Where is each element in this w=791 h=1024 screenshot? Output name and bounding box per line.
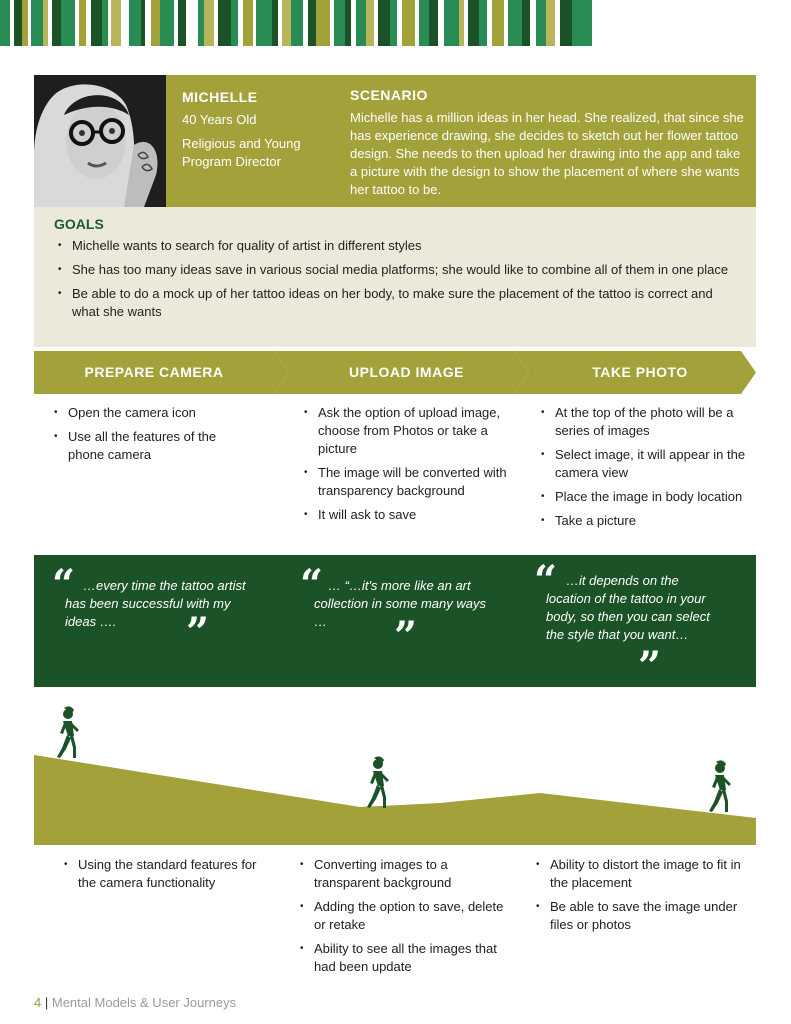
goals-section bbox=[34, 207, 756, 347]
scenario-block bbox=[350, 87, 746, 199]
open-quote-icon: “ bbox=[52, 561, 76, 608]
opportunity-item: • Using the standard features for the camera functionality bbox=[64, 856, 274, 892]
page-number: 4 bbox=[34, 995, 42, 1010]
journey-hill bbox=[34, 755, 756, 845]
opportunity-item: • Adding the option to save, delete or retake bbox=[300, 898, 505, 934]
scenario-heading: SCENARIO bbox=[350, 87, 428, 103]
phase-banner-take-photo bbox=[514, 351, 756, 394]
persona-photo bbox=[34, 75, 166, 207]
phase-title: UPLOAD IMAGE bbox=[349, 364, 464, 380]
quote-upload-image: … “…it's more like an art collection in some many ways … bbox=[314, 578, 486, 629]
steps-upload-image bbox=[304, 404, 509, 530]
close-quote-icon: ” bbox=[394, 613, 418, 660]
goals-heading: GOALS bbox=[54, 216, 104, 232]
step-item: • Place the image in body location bbox=[541, 488, 756, 506]
close-quote-icon: ” bbox=[186, 609, 210, 656]
opportunities-upload-image bbox=[300, 856, 505, 982]
page-footer bbox=[34, 995, 236, 1010]
open-quote-icon: “ bbox=[300, 561, 324, 608]
opportunity-item: • Ability to distort the image to fit in the placement bbox=[536, 856, 751, 892]
step-item: • Ask the option of upload image, choose from Photos or take a picture bbox=[304, 404, 509, 458]
opportunities-take-photo bbox=[536, 856, 751, 940]
quote-take-photo: …it depends on the location of the tattoo in your body, so then you can select the style that you want… bbox=[546, 573, 710, 642]
close-quote-icon: ” bbox=[638, 643, 662, 690]
persona-role-line2: Program Director bbox=[182, 154, 281, 169]
journey-graph bbox=[0, 700, 791, 850]
footer-separator: | bbox=[44, 995, 49, 1010]
phase-banner-prepare-camera bbox=[34, 351, 289, 394]
goal-item: • She has too many ideas save in various social media platforms; she would like to combine all of them in one place bbox=[58, 261, 738, 279]
stripe-banner bbox=[0, 0, 791, 46]
footer-title: Mental Models & User Journeys bbox=[51, 995, 237, 1010]
goals-list bbox=[58, 237, 738, 327]
steps-prepare-camera bbox=[54, 404, 254, 470]
step-item: • At the top of the photo will be a series of images bbox=[541, 404, 756, 440]
phase-title: PREPARE CAMERA bbox=[84, 364, 224, 380]
quote-prepare-camera: …every time the tattoo artist has been successful with my ideas …. bbox=[65, 578, 246, 629]
persona-header bbox=[34, 75, 756, 207]
steps-take-photo bbox=[541, 404, 756, 536]
persona-role-line1: Religious and Young bbox=[182, 136, 301, 151]
goal-item: • Michelle wants to search for quality of artist in different styles bbox=[58, 237, 738, 255]
scenario-text: Michelle has a million ideas in her head. She realized, that since she has experience drawing, she decides to sketch out her flower tattoo design. She needs to then upload her drawing into the app and take a picture with the design to show the placement of where she wants her tattoo to be. bbox=[350, 110, 744, 197]
quotes-band bbox=[34, 555, 756, 690]
phase-banner-upload-image bbox=[274, 351, 529, 394]
phase-title: TAKE PHOTO bbox=[592, 364, 688, 380]
step-item: • Use all the features of the phone camera bbox=[54, 428, 254, 464]
walking-person-icon bbox=[367, 756, 389, 808]
step-item: • Select image, it will appear in the camera view bbox=[541, 446, 756, 482]
step-item: • It will ask to save bbox=[304, 506, 509, 524]
persona-details bbox=[182, 89, 332, 171]
persona-age: 40 Years Old bbox=[182, 112, 257, 127]
walking-person-icon bbox=[57, 706, 79, 758]
goal-item: • Be able to do a mock up of her tattoo ideas on her body, to make sure the placement of the tattoo is correct and what she wants bbox=[58, 285, 738, 321]
opportunity-item: • Ability to see all the images that had been update bbox=[300, 940, 505, 976]
opportunity-item: • Converting images to a transparent background bbox=[300, 856, 505, 892]
step-item: • Take a picture bbox=[541, 512, 756, 530]
walking-person-icon bbox=[709, 760, 731, 812]
opportunity-item: • Be able to save the image under files or photos bbox=[536, 898, 751, 934]
step-item: • The image will be converted with transparency background bbox=[304, 464, 509, 500]
open-quote-icon: “ bbox=[534, 557, 558, 604]
step-item: • Open the camera icon bbox=[54, 404, 254, 422]
opportunities-prepare-camera bbox=[64, 856, 274, 898]
persona-name: MICHELLE bbox=[182, 89, 258, 105]
